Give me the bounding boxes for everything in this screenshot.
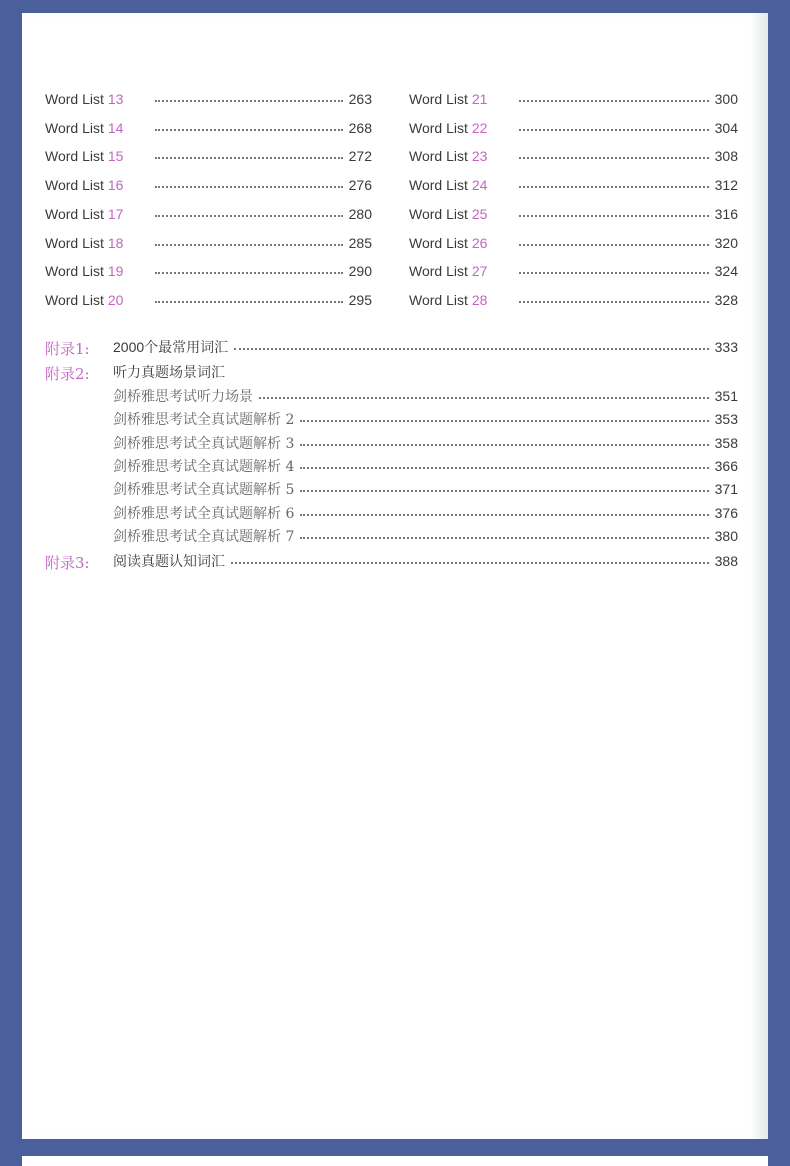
- appendix2-item-title: 剑桥雅思考试全真试题解析 2: [113, 412, 295, 429]
- word-list-label: Word List: [409, 177, 468, 194]
- appendix2-item-row[interactable]: [113, 526, 738, 546]
- word-list-label: Word List: [45, 205, 104, 222]
- word-list-number: 24: [471, 177, 488, 194]
- word-list-number: 26: [471, 234, 488, 251]
- leader-dots: [300, 490, 708, 492]
- word-list-page: 308: [714, 148, 738, 165]
- appendix2-item-title: 剑桥雅思考试全真试题解析 6: [113, 505, 295, 522]
- word-list-number: 27: [471, 263, 488, 280]
- appendix1-title: 2000个最常用词汇: [113, 339, 229, 355]
- page-edge-shadow: [750, 13, 768, 1139]
- word-list-label: Word List: [45, 263, 104, 280]
- appendix3-title: 阅读真题认知词汇: [113, 553, 225, 569]
- appendix2-label: 附录2:: [45, 365, 90, 383]
- word-list-label: Word List: [409, 263, 468, 280]
- word-list-row[interactable]: [45, 146, 372, 166]
- appendix2-item-page: 376: [714, 504, 738, 521]
- appendix2-item-row[interactable]: [113, 433, 738, 453]
- leader-dots: [155, 100, 342, 102]
- word-list-row[interactable]: [409, 233, 738, 253]
- word-list-number: 21: [471, 91, 488, 107]
- word-list-number: 15: [107, 148, 124, 165]
- word-list-row[interactable]: [45, 118, 372, 138]
- word-list-page: 290: [348, 263, 372, 280]
- word-list-row[interactable]: [409, 175, 738, 195]
- leader-dots: [300, 537, 708, 539]
- word-list-label: Word List: [45, 119, 104, 136]
- word-list-row[interactable]: [409, 146, 738, 166]
- appendix1-page: 333: [714, 339, 738, 355]
- appendix1-row[interactable]: [113, 337, 738, 357]
- word-list-number: 18: [107, 234, 124, 251]
- word-list-number: 16: [107, 177, 124, 194]
- appendix2-heading: [113, 362, 225, 382]
- word-list-row[interactable]: [45, 89, 372, 109]
- next-page-edge: [22, 1156, 768, 1166]
- word-list-number: 17: [107, 205, 124, 222]
- word-list-row[interactable]: [409, 89, 738, 109]
- word-list-row[interactable]: [45, 204, 372, 224]
- leader-dots: [519, 186, 708, 188]
- leader-dots: [231, 562, 709, 564]
- leader-dots: [155, 129, 342, 131]
- appendix2-item-page: 353: [714, 411, 738, 428]
- word-list-row[interactable]: [409, 290, 738, 310]
- word-list-page: 300: [714, 91, 738, 107]
- word-list-label: Word List: [409, 234, 468, 251]
- word-list-number: 20: [107, 291, 124, 308]
- appendix2-item-page: 380: [714, 527, 738, 544]
- word-list-page: 328: [714, 291, 738, 308]
- appendix2-item-row[interactable]: [113, 386, 738, 406]
- word-list-number: 13: [107, 91, 124, 107]
- leader-dots: [300, 514, 708, 516]
- appendix2-item-title: 剑桥雅思考试全真试题解析 3: [113, 435, 295, 452]
- word-list-label: Word List: [45, 291, 104, 308]
- word-list-row[interactable]: [409, 261, 738, 281]
- word-list-page: 272: [348, 148, 372, 165]
- leader-dots: [155, 157, 342, 159]
- appendix1-label: 附录1:: [45, 340, 90, 358]
- leader-dots: [519, 100, 708, 102]
- word-list-number: 25: [471, 205, 488, 222]
- appendix2-item-row[interactable]: [113, 479, 738, 499]
- word-list-page: 276: [348, 177, 372, 194]
- appendix3-label: 附录3:: [45, 554, 90, 572]
- appendix2-item-row[interactable]: [113, 456, 738, 476]
- word-list-label: Word List: [409, 148, 468, 165]
- leader-dots: [259, 397, 709, 399]
- word-list-page: 268: [348, 119, 372, 136]
- word-list-page: 304: [714, 119, 738, 136]
- word-list-row[interactable]: [409, 204, 738, 224]
- leader-dots: [519, 272, 708, 274]
- appendix2-title: 听力真题场景词汇: [113, 364, 225, 380]
- appendix2-item-row[interactable]: [113, 503, 738, 523]
- word-list-row[interactable]: [409, 118, 738, 138]
- appendix3-page: 388: [714, 553, 738, 569]
- leader-dots: [300, 467, 708, 469]
- word-list-number: 28: [471, 291, 488, 308]
- appendix2-item-page: 371: [714, 481, 738, 498]
- word-list-page: 285: [348, 234, 372, 251]
- word-list-row[interactable]: [45, 175, 372, 195]
- appendix3-row[interactable]: [113, 551, 738, 571]
- leader-dots: [519, 215, 708, 217]
- appendix2-item-title: 剑桥雅思考试全真试题解析 7: [113, 528, 295, 545]
- word-list-label: Word List: [409, 119, 468, 136]
- leader-dots: [155, 215, 342, 217]
- word-list-page: 316: [714, 205, 738, 222]
- leader-dots: [155, 244, 342, 246]
- word-list-number: 14: [107, 119, 124, 136]
- word-list-page: 263: [348, 91, 372, 107]
- appendix2-item-title: 剑桥雅思考试听力场景: [113, 389, 253, 405]
- word-list-row[interactable]: [45, 233, 372, 253]
- word-list-page: 280: [348, 205, 372, 222]
- leader-dots: [155, 301, 342, 303]
- appendix2-item-page: 358: [714, 434, 738, 451]
- leader-dots: [519, 129, 708, 131]
- word-list-label: Word List: [45, 177, 104, 194]
- leader-dots: [155, 272, 342, 274]
- leader-dots: [519, 157, 708, 159]
- word-list-number: 23: [471, 148, 488, 165]
- appendix2-item-title: 剑桥雅思考试全真试题解析 4: [113, 458, 295, 475]
- document-page: [22, 13, 768, 1139]
- leader-dots: [300, 420, 708, 422]
- appendix2-item-title: 剑桥雅思考试全真试题解析 5: [113, 482, 295, 499]
- word-list-page: 312: [714, 177, 738, 194]
- word-list-label: Word List: [409, 291, 468, 308]
- leader-dots: [300, 444, 708, 446]
- word-list-row[interactable]: [45, 261, 372, 281]
- word-list-number: 22: [471, 119, 488, 136]
- word-list-row[interactable]: [45, 290, 372, 310]
- appendix2-item-row[interactable]: [113, 409, 738, 429]
- word-list-label: Word List: [409, 205, 468, 222]
- word-list-label: Word List: [45, 148, 104, 165]
- leader-dots: [155, 186, 342, 188]
- appendix2-item-page: 351: [714, 388, 738, 404]
- word-list-number: 19: [107, 263, 124, 280]
- word-list-page: 295: [348, 291, 372, 308]
- word-list-label: Word List: [45, 91, 104, 107]
- word-list-label: Word List: [45, 234, 104, 251]
- appendix2-item-page: 366: [714, 457, 738, 474]
- leader-dots: [519, 301, 708, 303]
- word-list-page: 320: [714, 234, 738, 251]
- word-list-page: 324: [714, 263, 738, 280]
- leader-dots: [519, 244, 708, 246]
- leader-dots: [234, 348, 708, 350]
- word-list-label: Word List: [409, 91, 468, 107]
